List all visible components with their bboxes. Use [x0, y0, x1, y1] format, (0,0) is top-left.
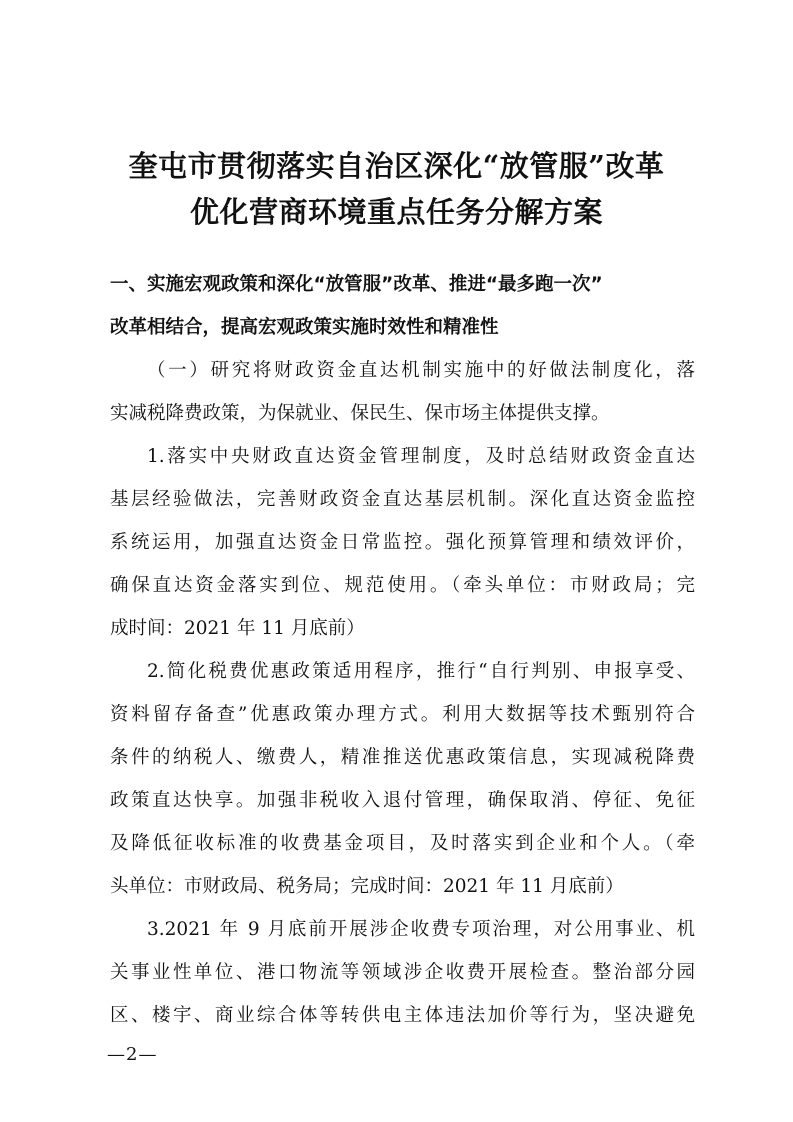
item-1-line-1: 1.落实中央财政直达资金管理制度，及时总结财政资金直达	[147, 446, 695, 467]
subsection-1-line-1: （一）研究将财政资金直达机制实施中的好做法制度化，落	[147, 360, 695, 381]
item-1-line-5: 成时间：2021 年 11 月底前）	[110, 618, 365, 639]
item-2-line-3: 条件的纳税人、缴费人，精准推送优惠政策信息，实现减税降费	[110, 747, 695, 768]
document-title-line-2: 优化营商环境重点任务分解方案	[189, 195, 603, 229]
subsection-1-line-2: 实减税降费政策，为保就业、保民生、保市场主体提供支撑。	[110, 403, 610, 424]
item-3-line-1: 3.2021 年 9 月底前开展涉企收费专项治理，对公用事业、机	[147, 919, 695, 940]
item-1-line-3: 系统运用，加强直达资金日常监控。强化预算管理和绩效评价，	[110, 532, 695, 553]
item-1-line-2: 基层经验做法，完善财政资金直达基层机制。深化直达资金监控	[110, 489, 695, 510]
item-2-line-4: 政策直达快享。加强非税收入退付管理，确保取消、停征、免征	[110, 790, 695, 811]
item-2-line-1: 2.简化税费优惠政策适用程序，推行“自行判别、申报享受、	[147, 661, 695, 682]
document-title-line-1: 奎屯市贯彻落实自治区深化“放管服”改革	[128, 149, 665, 183]
item-2-line-6: 头单位：市财政局、税务局；完成时间：2021 年 11 月底前）	[110, 876, 624, 897]
section-heading-line-1: 一、实施宏观政策和深化“放管服”改革、推进“最多跑一次”	[110, 274, 603, 295]
item-3-line-3: 区、楼宇、商业综合体等转供电主体违法加价等行为，坚决避免	[110, 1005, 695, 1026]
section-heading-line-2: 改革相结合，提高宏观政策实施时效性和精准性	[110, 317, 499, 338]
item-3-line-2: 关事业性单位、港口物流等领域涉企收费开展检查。整治部分园	[110, 962, 695, 983]
item-2-line-2: 资料留存备查”优惠政策办理方式。利用大数据等技术甄别符合	[110, 704, 695, 725]
page-number: —2—	[107, 1044, 158, 1065]
item-2-line-5: 及降低征收标准的收费基金项目，及时落实到企业和个人。（牵	[110, 833, 695, 854]
item-1-line-4: 确保直达资金落实到位、规范使用。（牵头单位：市财政局；完	[110, 575, 695, 596]
